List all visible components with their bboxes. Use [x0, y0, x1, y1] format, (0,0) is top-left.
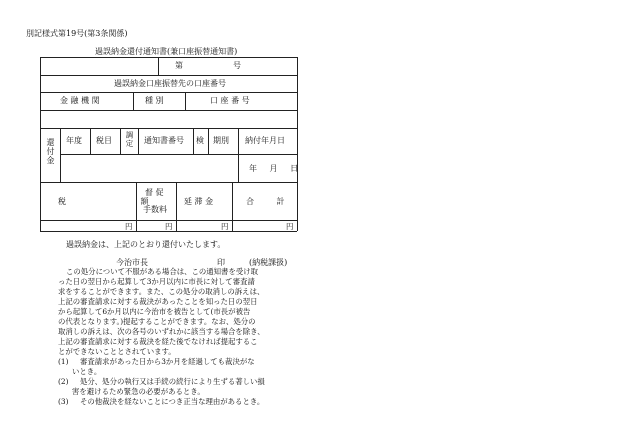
document-title: 過誤納金還付通知書(兼口座振替通知書) [95, 47, 238, 56]
payment-date-placeholder: 年 月 日 [249, 164, 304, 173]
paragraph-line: の代表となります。)提起することができます。なお、処分の [58, 317, 256, 326]
issuer-name: 今治市長 [116, 258, 148, 267]
account-section-title: 過誤納金口座振替先の口座番号 [114, 79, 226, 88]
number-suffix: 号 [233, 61, 241, 70]
item-line: 害を避けるため緊急の必要があるとき。 [72, 387, 205, 396]
column-tax-item: 税目 [96, 136, 112, 145]
paragraph-line: った日の翌日から起算して3か月以内に市長に対して審査請 [58, 277, 255, 286]
paragraph-line: 上記の審査請求に対する裁決を経た後でなければ提起するこ [58, 337, 258, 346]
column-demand-fee-line2: 手数料 [143, 205, 167, 214]
column-check: 検 [196, 136, 204, 145]
refund-label: 還付金 [46, 138, 55, 165]
unit-yen-tax: 円 [125, 222, 133, 231]
unit-yen-late-fee: 円 [221, 222, 229, 231]
item-line: その他裁決を経ないことにつき正当な理由があるとき。 [80, 397, 265, 406]
item-line: 審査請求があった日から3か月を経過しても裁決がな [80, 357, 255, 366]
item-line: 処分、処分の執行又は手続の続行により生ずる著しい損 [80, 377, 265, 386]
number-prefix: 第 [175, 61, 183, 70]
refund-statement: 過誤納金は、上記のとおり還付いたします。 [66, 240, 226, 249]
paragraph-line: とができないこととされています。 [58, 347, 176, 356]
form-label: 別記様式第19号(第3条関係) [26, 29, 128, 38]
item-number: (1) [58, 357, 69, 366]
column-bank: 金 融 機 関 [60, 96, 100, 105]
paragraph-line: この処分について不服がある場合は、この通知書を受け取 [66, 267, 259, 276]
seal-mark: 印 [217, 258, 225, 267]
column-adjustment: 調定 [125, 131, 134, 148]
column-demand-fee-line1: 督 促 [145, 188, 164, 197]
paragraph-line: 上記の審査請求に対する裁決があったことを知った日の翌日 [58, 297, 258, 306]
column-tax-amount: 税 額 [58, 197, 185, 206]
item-number: (3) [58, 397, 69, 406]
column-year: 年度 [66, 136, 82, 145]
paragraph-line: 取消しの訴えは、次の各号のいずれかに該当する場合を除き、 [58, 327, 265, 336]
unit-yen-demand-fee: 円 [165, 222, 173, 231]
paragraph-line: 求をすることができます。また、この処分の取消しの訴えは、 [58, 287, 265, 296]
column-payment-date: 納付年月日 [245, 136, 285, 145]
column-notice-number: 通知書番号 [144, 136, 184, 145]
department-note: (納税課扱) [249, 258, 288, 267]
column-type: 種 別 [145, 96, 164, 105]
paragraph-line: から起算して6か月以内に今治市を被告として(市長が被告 [58, 307, 251, 316]
unit-yen-total: 円 [286, 222, 294, 231]
column-late-fee: 延 滞 金 [184, 197, 214, 206]
item-line: いとき。 [72, 367, 102, 376]
column-account-number: 口 座 番 号 [210, 96, 250, 105]
item-number: (2) [58, 377, 69, 386]
column-period: 期別 [213, 136, 229, 145]
column-total: 合 計 [246, 197, 295, 206]
